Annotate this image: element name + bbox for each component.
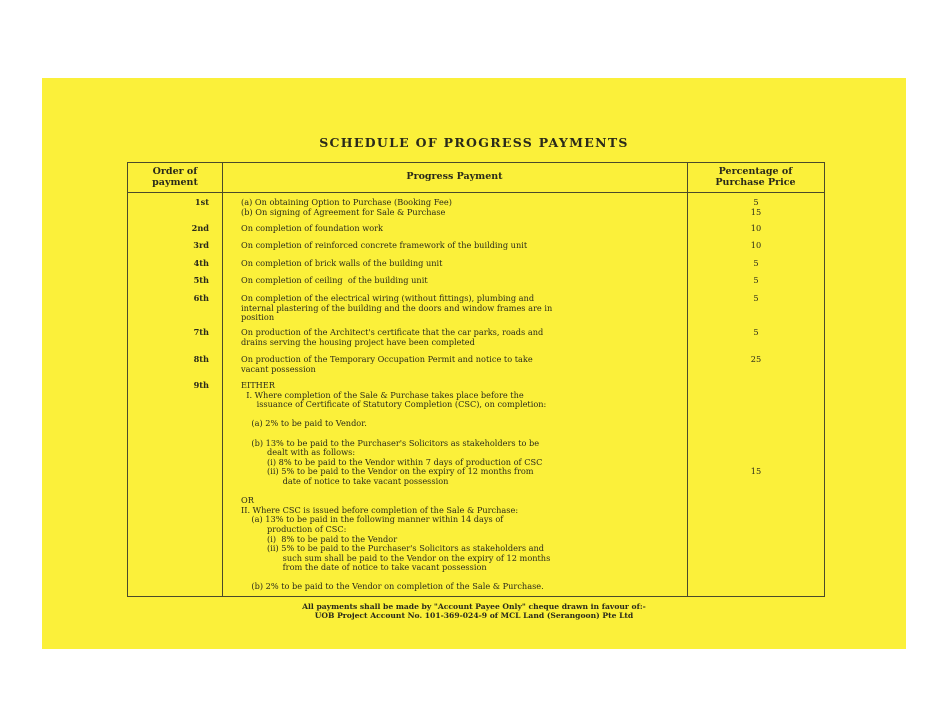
column-divider [687, 163, 688, 596]
row-percentage: 25 [750, 354, 762, 364]
row-percentage: 5 [753, 293, 759, 303]
header-divider [128, 192, 824, 193]
row-description: On production of the Architect's certificate that the car parks, roads and drains serving the housing project have been completed [241, 327, 544, 347]
row-description: On completion of the electrical wiring (without fittings), plumbing and internal plastering of the building and the doors and window frames are in position [241, 293, 553, 323]
document-page [42, 78, 906, 649]
row-description: On completion of brick walls of the building unit [241, 258, 443, 268]
header-percentage: Percentage of Purchase Price [715, 166, 796, 188]
column-divider [222, 163, 223, 596]
row-description: EITHER I. Where completion of the Sale & Purchase takes place before the issuance of Certificate of Statutory Completion (CSC), on completion: (a) 2% to be paid to Vendor. (b) 13% to be paid to the Purchaser's Solicitors as stakeholders to be dealt with as follows: (i) 8% to be paid to the Vendor within 7 days of production of CSC (ii) 5% to be paid to the Vendor on the expiry of 12 months from date of notice to take vacant possession OR II. Where CSC is issued before completion of the Sale & Purchase: (a) 13% to be paid in the following manner within 14 days of production of CSC: (i) 8% to be paid to the Vendor (ii) 5% to be paid to the Purchaser's Solicitors as stakeholders and such sum shall be paid to the Vendor on the expiry of 12 months from the date of notice to take vacant possession (b) 2% to be paid to the Vendor on completion of the Sale & Purchase. [241, 380, 551, 592]
row-order: 8th [193, 354, 209, 364]
row-percentage: 10 [750, 240, 762, 250]
document-title: SCHEDULE OF PROGRESS PAYMENTS [319, 135, 629, 150]
row-order: 4th [193, 258, 209, 268]
row-order: 5th [193, 275, 209, 285]
row-order: 3rd [193, 240, 209, 250]
header-payment: Progress Payment [406, 171, 503, 182]
row-description: On completion of reinforced concrete framework of the building unit [241, 240, 528, 250]
row-order: 1st [194, 197, 209, 207]
row-description: On completion of foundation work [241, 223, 384, 233]
row-percentage: 5 [753, 258, 759, 268]
payment-schedule-table [127, 162, 825, 597]
row-percentage: 5 [753, 327, 759, 337]
row-percentage: 10 [750, 223, 762, 233]
row-description: On completion of ceiling of the building unit [241, 275, 428, 285]
row-order: 9th [193, 380, 209, 390]
row-percentage: 5 [753, 275, 759, 285]
row-description: (a) On obtaining Option to Purchase (Booking Fee) (b) On signing of Agreement for Sale & Purchase [241, 197, 452, 217]
row-order: 6th [193, 293, 209, 303]
row-order: 2nd [191, 223, 209, 233]
row-order: 7th [193, 327, 209, 337]
header-order: Order of payment [152, 166, 198, 188]
payment-instructions: All payments shall be made by "Account Payee Only" cheque drawn in favour of:- UOB Project Account No. 101-369-024-9 of MCL Land (Serangoon) Pte Ltd [302, 602, 646, 621]
row-percentage: 5 15 [750, 197, 762, 217]
row-percentage: 15 [750, 466, 762, 476]
row-description: On production of the Temporary Occupation Permit and notice to take vacant possession [241, 354, 533, 374]
